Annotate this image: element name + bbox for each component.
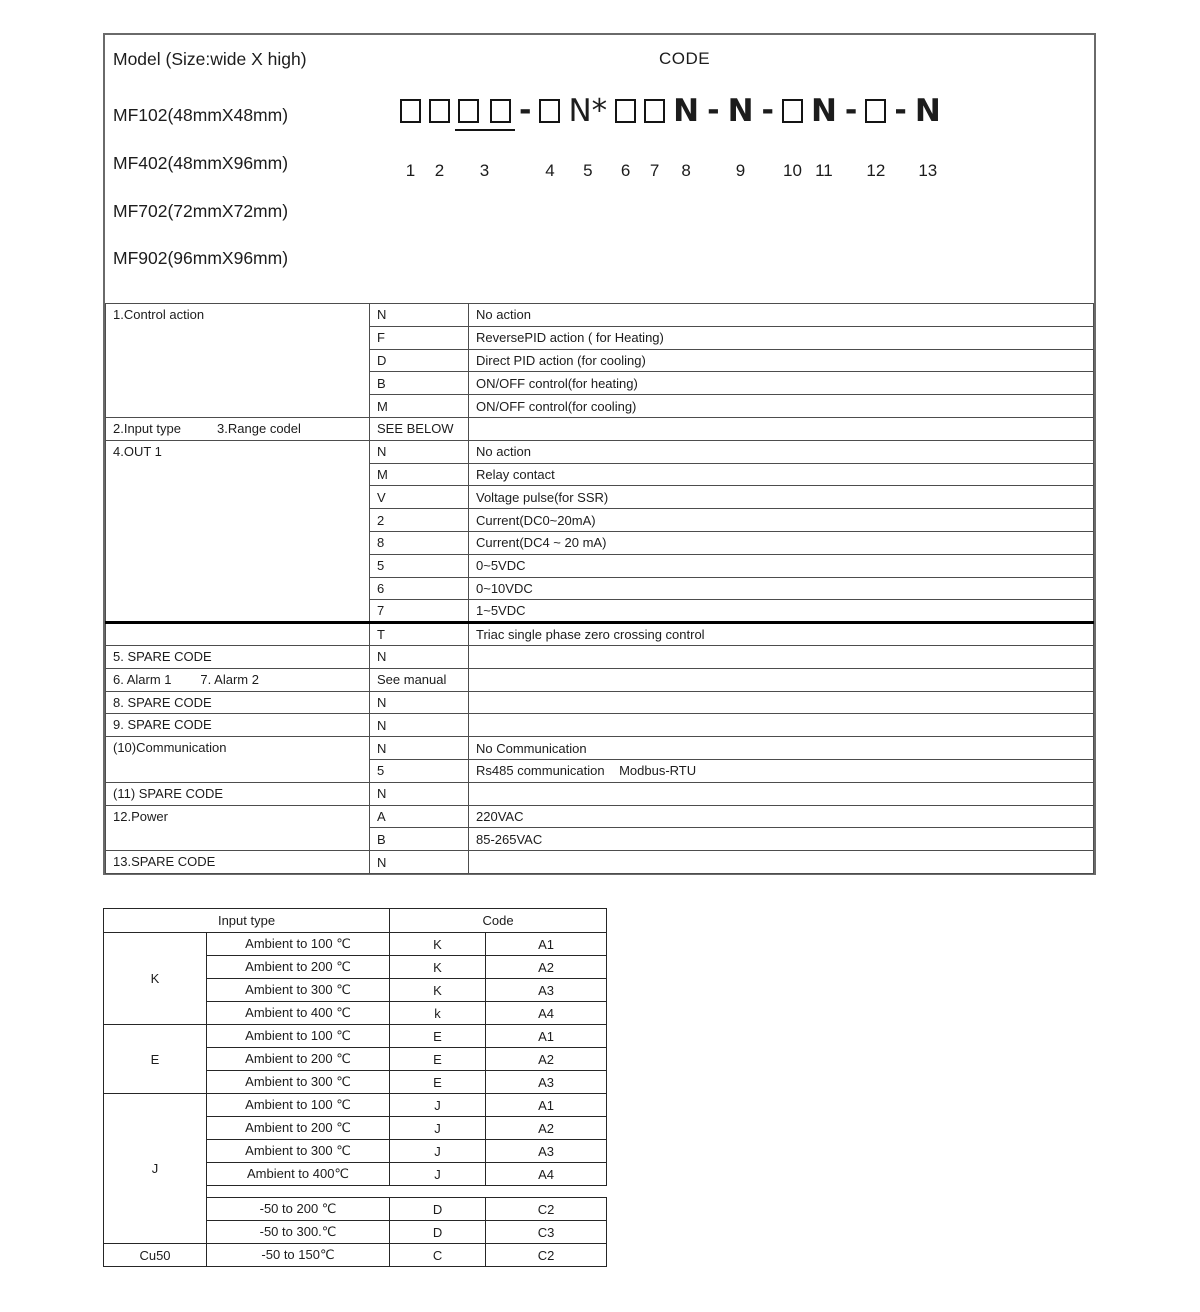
code-box-icon: [458, 99, 479, 123]
code-slot-3: [458, 93, 511, 179]
dash-icon: -: [519, 93, 532, 128]
spec-code: 2: [370, 509, 469, 532]
spec-desc: No action: [469, 304, 1094, 327]
spec-code: 8: [370, 531, 469, 554]
input-type-group: Cu50: [104, 1244, 207, 1267]
fixed-code-letter: N: [673, 92, 700, 129]
code-box-icon: [429, 99, 450, 123]
code-position-number: 11: [815, 161, 833, 180]
code-letter-cell: D: [390, 1221, 486, 1244]
spec-code: V: [370, 486, 469, 509]
spec-desc: [469, 668, 1094, 691]
spec-code: A: [370, 805, 469, 828]
ordering-code-table: [105, 303, 1094, 874]
spec-code: 5: [370, 759, 469, 782]
code-position-number: 5: [583, 161, 593, 180]
spec-label: 1.Control action: [106, 304, 370, 418]
input-type-group: E: [104, 1025, 207, 1094]
fixed-code-letter: N: [727, 92, 754, 129]
code-number-cell: C2: [486, 1198, 607, 1221]
dash-icon: -: [707, 93, 720, 128]
spec-label: (10)Communication: [106, 737, 370, 783]
code-box-icon: [782, 93, 803, 129]
spec-label: 8. SPARE CODE: [106, 691, 370, 714]
code-number-cell: A4: [486, 1002, 607, 1025]
input-range-table: [103, 908, 607, 1267]
spec-code: B: [370, 828, 469, 851]
model-list: [113, 35, 433, 303]
code-number-cell: A3: [486, 979, 607, 1002]
spec-desc: No action: [469, 440, 1094, 463]
spec-desc: [469, 851, 1094, 874]
code-box-icon: [429, 93, 450, 129]
fixed-code-letter: N*: [568, 92, 608, 129]
range-cell: -50 to 200 ℃: [207, 1198, 390, 1221]
code-title: CODE: [659, 49, 711, 68]
spec-label: 5. SPARE CODE: [106, 645, 370, 668]
code-position-number: 2: [434, 161, 445, 180]
dash-icon: [894, 93, 906, 129]
code-letter-cell: E: [390, 1025, 486, 1048]
model-item: MF402(48mmX96mm): [113, 153, 289, 173]
code-number-cell: A2: [486, 1117, 607, 1140]
model-title: Model (Size:wide X high): [113, 49, 307, 69]
code-position-number: 12: [866, 161, 886, 180]
range-cell: Ambient to 200 ℃: [207, 1048, 390, 1071]
code-letter-cell: J: [390, 1140, 486, 1163]
dash-icon: -: [844, 93, 858, 128]
range-table-row: [104, 1244, 607, 1267]
code-box-icon: [782, 99, 803, 123]
fixed-code-letter: N: [810, 92, 837, 129]
gap-cell: [207, 1186, 390, 1198]
spec-label: 13.SPARE CODE: [106, 851, 370, 874]
dash-icon: -: [894, 93, 907, 128]
code-box-icon: [615, 99, 636, 123]
dash-icon: [762, 93, 774, 129]
code-slot-11: [811, 93, 837, 179]
spec-desc: [469, 782, 1094, 805]
dash-icon: [519, 93, 531, 129]
code-box-icon: [539, 99, 560, 123]
range-table-row: [104, 1025, 607, 1048]
spec-code: N: [370, 440, 469, 463]
code-dash: [762, 93, 774, 129]
spec-code: N: [370, 782, 469, 805]
code-position-number: 6: [620, 161, 631, 180]
spec-label: [106, 623, 370, 646]
range-cell: -50 to 300.℃: [207, 1221, 390, 1244]
input-type-header: Input type: [104, 909, 390, 933]
spec-code: N: [370, 851, 469, 874]
code-letter-cell: D: [390, 1198, 486, 1221]
code-double-box-icon: [458, 93, 511, 129]
code-position-number: 3: [479, 161, 490, 180]
spec-desc: 0~5VDC: [469, 554, 1094, 577]
code-letter-cell: J: [390, 1163, 486, 1186]
range-cell: Ambient to 300 ℃: [207, 979, 390, 1002]
dash-icon: [845, 93, 857, 129]
range-cell: Ambient to 200 ℃: [207, 1117, 390, 1140]
spec-code: N: [370, 714, 469, 737]
spec-desc: 0~10VDC: [469, 577, 1094, 600]
dash-icon: [707, 93, 719, 129]
code-slot-4: [539, 93, 560, 179]
code-slot-13: [915, 93, 941, 179]
code-number-cell: A2: [486, 1048, 607, 1071]
code-position-number: 4: [545, 161, 555, 180]
spec-label: 12.Power: [106, 805, 370, 851]
code-position-number: 1: [405, 161, 416, 180]
code-letter-cell: K: [390, 979, 486, 1002]
spec-label: (11) SPARE CODE: [106, 782, 370, 805]
code-number-cell: C3: [486, 1221, 607, 1244]
code-slot-10: [782, 93, 803, 179]
gap-cell: [390, 1186, 486, 1198]
spec-desc: Current(DC0~20mA): [469, 509, 1094, 532]
code-slot-5: [568, 93, 607, 179]
code-number-cell: A4: [486, 1163, 607, 1186]
spec-label: 4.OUT 1: [106, 440, 370, 622]
code-box-icon: [400, 99, 421, 123]
range-cell: Ambient to 400℃: [207, 1163, 390, 1186]
spec-desc: 1~5VDC: [469, 600, 1094, 623]
code-box-icon: [490, 99, 511, 123]
spec-desc: [469, 417, 1094, 440]
code-letter-cell: C: [390, 1244, 486, 1267]
underlined-boxes: [458, 99, 511, 123]
range-cell: -50 to 150℃: [207, 1244, 390, 1267]
spec-desc: 220VAC: [469, 805, 1094, 828]
spec-code: N: [370, 645, 469, 668]
spec-code: 6: [370, 577, 469, 600]
spec-desc: Current(DC4 ~ 20 mA): [469, 531, 1094, 554]
code-letter: [811, 93, 837, 129]
range-cell: Ambient to 400 ℃: [207, 1002, 390, 1025]
range-cell: Ambient to 200 ℃: [207, 956, 390, 979]
code-box-icon: [644, 99, 665, 123]
model-code-panel: [103, 33, 1096, 875]
gap-cell: [486, 1186, 607, 1198]
model-item: MF702(72mmX72mm): [113, 201, 289, 221]
model-item: MF902(96mmX96mm): [113, 248, 289, 268]
code-number-cell: A1: [486, 1094, 607, 1117]
code-letter: [673, 93, 699, 129]
code-header: Code: [390, 909, 607, 933]
range-table-row: [104, 1094, 607, 1117]
code-dash: [707, 93, 719, 129]
spec-code: M: [370, 463, 469, 486]
range-cell: Ambient to 100 ℃: [207, 1094, 390, 1117]
spec-code: N: [370, 304, 469, 327]
input-type-group: J: [104, 1094, 207, 1244]
code-box-icon: [539, 93, 560, 129]
code-letter-cell: J: [390, 1117, 486, 1140]
code-dash: [519, 93, 531, 129]
code-position-number: 7: [649, 161, 660, 180]
spec-code: M: [370, 395, 469, 418]
model-section: [105, 35, 1094, 303]
code-letter: [568, 93, 607, 129]
spec-desc: ReversePID action ( for Heating): [469, 326, 1094, 349]
code-number-cell: A3: [486, 1071, 607, 1094]
spec-code: N: [370, 737, 469, 760]
code-diagram: [400, 93, 941, 179]
spec-desc: [469, 645, 1094, 668]
code-position-number: 9: [735, 161, 746, 180]
range-table-header-row: [104, 909, 607, 933]
spec-code: B: [370, 372, 469, 395]
code-letter: [915, 93, 941, 129]
fixed-code-letter: N: [914, 92, 941, 129]
spec-code: F: [370, 326, 469, 349]
code-letter: [728, 93, 754, 129]
code-box-icon: [865, 99, 886, 123]
dash-icon: -: [761, 93, 774, 128]
code-slot-12: [865, 93, 886, 179]
range-cell: Ambient to 100 ℃: [207, 933, 390, 956]
code-dash: [894, 93, 906, 129]
input-range-section: [103, 908, 607, 1267]
spec-code: SEE BELOW: [370, 417, 469, 440]
code-letter-cell: K: [390, 933, 486, 956]
code-box-icon: [400, 93, 421, 129]
spec-label: 2.Input type 3.Range codel: [106, 417, 370, 440]
code-letter-cell: J: [390, 1094, 486, 1117]
spec-code: D: [370, 349, 469, 372]
code-letter-cell: K: [390, 956, 486, 979]
spec-desc: [469, 691, 1094, 714]
code-dash: [845, 93, 857, 129]
code-slot-6: [615, 93, 636, 179]
code-slot-8: [673, 93, 699, 179]
spec-code: 7: [370, 600, 469, 623]
code-box-icon: [644, 93, 665, 129]
code-number-cell: A2: [486, 956, 607, 979]
spec-desc: ON/OFF control(for heating): [469, 372, 1094, 395]
spec-desc: Direct PID action (for cooling): [469, 349, 1094, 372]
spec-label: 9. SPARE CODE: [106, 714, 370, 737]
code-position-number: 13: [918, 161, 938, 180]
spec-desc: ON/OFF control(for cooling): [469, 395, 1094, 418]
spec-desc: Relay contact: [469, 463, 1094, 486]
code-letter-cell: E: [390, 1048, 486, 1071]
spec-desc: Triac single phase zero crossing control: [469, 623, 1094, 646]
code-slot-7: [644, 93, 665, 179]
code-number-cell: C2: [486, 1244, 607, 1267]
code-number-cell: A1: [486, 933, 607, 956]
spec-code: N: [370, 691, 469, 714]
code-slot-1: [400, 93, 421, 179]
spec-desc: [469, 714, 1094, 737]
code-number-cell: A1: [486, 1025, 607, 1048]
range-cell: Ambient to 100 ℃: [207, 1025, 390, 1048]
code-box-icon: [865, 93, 886, 129]
spec-code: See manual: [370, 668, 469, 691]
spec-desc: No Communication: [469, 737, 1094, 760]
model-item: MF102(48mmX48mm): [113, 105, 289, 125]
spec-label: 6. Alarm 1 7. Alarm 2: [106, 668, 370, 691]
code-slot-9: [728, 93, 754, 179]
spec-code: 5: [370, 554, 469, 577]
spec-desc: 85-265VAC: [469, 828, 1094, 851]
spec-code: T: [370, 623, 469, 646]
range-cell: Ambient to 300 ℃: [207, 1071, 390, 1094]
code-letter-cell: k: [390, 1002, 486, 1025]
code-letter-cell: E: [390, 1071, 486, 1094]
code-number-cell: A3: [486, 1140, 607, 1163]
range-cell: Ambient to 300 ℃: [207, 1140, 390, 1163]
code-position-number: 10: [783, 161, 802, 180]
spec-desc: Voltage pulse(for SSR): [469, 486, 1094, 509]
spec-desc: Rs485 communication Modbus-RTU: [469, 759, 1094, 782]
code-slot-2: [429, 93, 450, 179]
input-type-group: K: [104, 933, 207, 1025]
code-box-icon: [615, 93, 636, 129]
range-table-row: [104, 933, 607, 956]
code-position-number: 8: [681, 161, 691, 180]
